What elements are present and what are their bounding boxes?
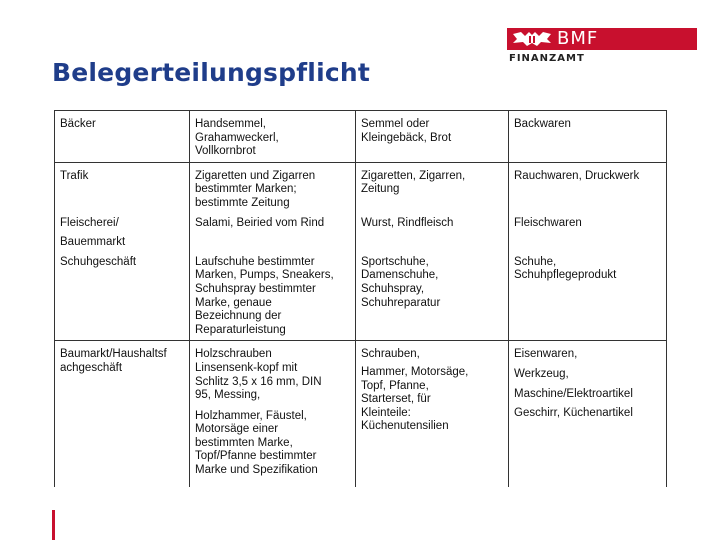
cell-line: Semmel oder	[361, 118, 430, 130]
cell-line: Schuhpflegeprodukt	[514, 269, 617, 282]
cell-line: Sportschuhe,	[361, 255, 429, 268]
logo-finanzamt-text: FINANZAMT	[509, 53, 585, 64]
logo-bmf-text: BMF	[557, 28, 599, 49]
table-row	[55, 253, 667, 341]
table-row	[55, 111, 667, 163]
cell-line: Marke, genaue	[195, 296, 272, 309]
cell-line: Maschine/Elektroartikel	[514, 387, 633, 400]
cell-line: Starterset, für	[361, 393, 431, 406]
cell-line: Werkzeug,	[514, 367, 569, 380]
group-cell	[509, 162, 667, 213]
shop-cell	[55, 162, 190, 213]
table-row	[55, 162, 667, 213]
group-cell	[509, 214, 667, 253]
cell-line: Rauchwaren, Druckwerk	[514, 169, 640, 182]
cell-line: Schuhgeschäft	[60, 255, 137, 268]
cell-line: Schuhreparatur	[361, 296, 441, 309]
shop-cell	[55, 111, 190, 163]
cell-line: Zigaretten und Zigarren	[195, 169, 316, 182]
cell-line: achgeschäft	[60, 361, 123, 374]
receipt-obligation-table	[54, 110, 667, 487]
cell-line: Damenschuhe,	[361, 269, 439, 282]
cell-line: Trafik	[60, 169, 89, 182]
cell-line: Hammer, Motorsäge,	[361, 365, 469, 378]
cell-line: Küchenutensilien	[361, 420, 449, 433]
cell-line: Schuhspray,	[361, 282, 425, 295]
cell-line: Backwaren	[514, 118, 571, 130]
cell-line: Bäcker	[60, 118, 96, 130]
goods-cell	[190, 253, 356, 341]
cell-line: Grahamweckerl,	[195, 131, 279, 144]
group-cell	[509, 111, 667, 163]
cell-line: Topf, Pfanne,	[361, 379, 429, 392]
cell-line: Bauemmarkt	[60, 236, 126, 249]
cell-line: Schuhe,	[514, 255, 557, 268]
shop-cell	[55, 253, 190, 341]
cell-line: Schlitz 3,5 x 16 mm, DIN	[195, 375, 322, 388]
cell-line: Topf/Pfanne bestimmter	[195, 450, 317, 463]
cell-line: Zigaretten, Zigarren,	[361, 169, 466, 182]
shop-cell	[55, 214, 190, 253]
cell-line: Kleingebäck, Brot	[361, 131, 452, 144]
category-cell	[356, 341, 509, 488]
cell-line: bestimmter Marken;	[195, 183, 297, 196]
cell-line: Bezeichnung der	[195, 310, 282, 323]
cell-line: Schrauben,	[361, 348, 420, 361]
category-cell	[356, 162, 509, 213]
cell-line: Linsensenk-kopf mit	[195, 361, 298, 374]
category-cell	[356, 253, 509, 341]
slide-title: Belegerteilungspflicht	[52, 58, 371, 87]
cell-line: Baumarkt/Haushaltsf	[60, 348, 167, 361]
shop-cell	[55, 341, 190, 488]
cell-line: Marken, Pumps, Sneakers,	[195, 269, 334, 282]
left-accent-bar	[52, 510, 55, 540]
cell-line: Motorsäge einer	[195, 423, 279, 436]
table-row	[55, 214, 667, 253]
cell-line: Marke und Spezifikation	[195, 464, 318, 477]
cell-line: Kleinteile:	[361, 406, 411, 419]
group-cell	[509, 253, 667, 341]
cell-line: Eisenwaren,	[514, 348, 578, 361]
bmf-logo	[507, 28, 697, 68]
group-cell	[509, 341, 667, 488]
cell-line: Schuhspray bestimmter	[195, 282, 316, 295]
goods-cell	[190, 162, 356, 213]
cell-line: bestimmten Marke,	[195, 436, 293, 449]
goods-cell	[190, 214, 356, 253]
cell-line: 95, Messing,	[195, 389, 261, 402]
cell-line: Holzschrauben	[195, 348, 272, 361]
cell-line: Geschirr, Küchenartikel	[514, 407, 633, 420]
eagle-emblem-icon	[511, 30, 553, 48]
cell-line: Reparaturleistung	[195, 323, 286, 336]
table-row	[55, 341, 667, 488]
cell-line: Zeitung	[361, 183, 400, 196]
cell-line: Fleischerei/	[60, 216, 119, 229]
cell-line: Fleischwaren	[514, 216, 582, 229]
cell-line: Vollkornbrot	[195, 145, 256, 158]
goods-cell	[190, 341, 356, 488]
cell-line: Holzhammer, Fäustel,	[195, 409, 307, 422]
cell-line: Wurst, Rindfleisch	[361, 216, 454, 229]
cell-line: Laufschuhe bestimmter	[195, 255, 315, 268]
cell-line: Salami, Beiried vom Rind	[195, 216, 325, 229]
cell-line: Handsemmel,	[195, 118, 266, 130]
category-cell	[356, 111, 509, 163]
cell-line: bestimmte Zeitung	[195, 196, 290, 209]
category-cell	[356, 214, 509, 253]
goods-cell	[190, 111, 356, 163]
